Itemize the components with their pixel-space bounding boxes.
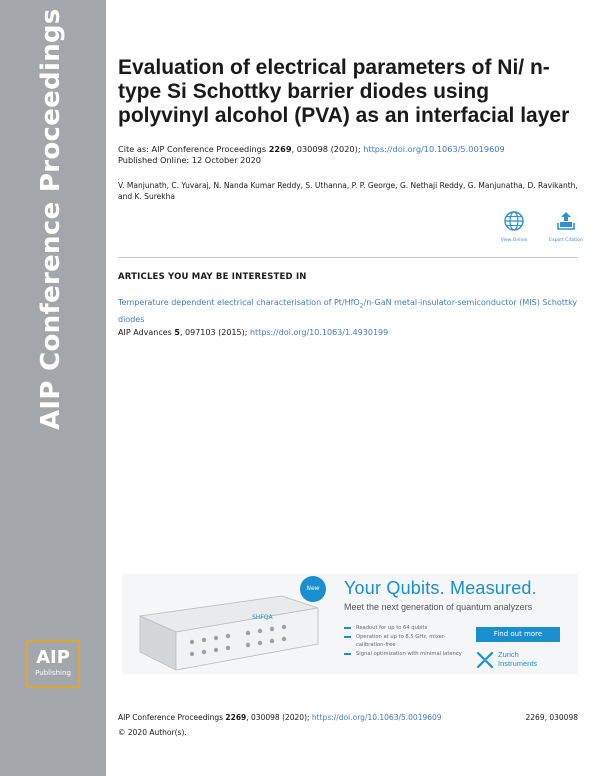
- citation-block: [118, 144, 578, 166]
- published-date: Published Online: 12 October 2020: [118, 155, 262, 165]
- copyright-notice: © 2020 Author(s).: [118, 728, 187, 737]
- brand-line-2: Instruments: [498, 659, 538, 668]
- related-article-title[interactable]: [118, 298, 577, 324]
- related-article-citation: [118, 326, 578, 339]
- logo-text: AIP: [36, 647, 70, 668]
- cite-suffix: , 030098 (2020);: [291, 144, 361, 154]
- ad-bullet: Readout for up to 64 qubits: [344, 624, 472, 632]
- cite-volume: 2269: [268, 144, 292, 154]
- related-title-part1: Temperature dependent electrical characterisation of Pt/HfO: [118, 298, 360, 307]
- view-online-label: View Online: [500, 238, 528, 243]
- cite-line: [118, 144, 578, 155]
- footer-citation: [118, 713, 442, 722]
- export-icon: [555, 210, 577, 232]
- related-suffix: , 097103 (2015);: [179, 327, 248, 337]
- ad-bullet: Signal optimization with minimal latency: [344, 650, 472, 658]
- ad-bullet-list: [344, 624, 472, 659]
- cite-prefix: Cite as: AIP Conference Proceedings: [118, 144, 267, 154]
- related-article: [118, 296, 578, 339]
- footer-cite-prefix: AIP Conference Proceedings: [118, 713, 224, 722]
- brand-name: [498, 650, 537, 668]
- paper-doi-link[interactable]: https://doi.org/10.1063/5.0019609: [363, 144, 505, 154]
- footer-doi-link[interactable]: https://doi.org/10.1063/5.0019609: [311, 713, 442, 722]
- globe-icon: [503, 210, 525, 232]
- advertisement-banner[interactable]: [122, 566, 578, 684]
- ad-bullet: Operation at up to 8.5 GHz, mixer-calibration-free: [344, 633, 472, 649]
- new-badge: New: [300, 576, 326, 602]
- paper-title: Evaluation of electrical parameters of Ni/ n-type Si Schottky barrier diodes using polyvinyl alcohol (PVA) as an interfacial layer: [118, 56, 570, 127]
- view-online-button[interactable]: [494, 210, 534, 243]
- export-citation-label: Export Citation: [549, 238, 583, 243]
- zurich-instruments-logo: [476, 650, 566, 670]
- logo-subtext: Publishing: [35, 669, 71, 677]
- journal-name: AIP Conference Proceedings: [36, 8, 66, 430]
- export-citation-button[interactable]: [546, 210, 586, 243]
- ad-subheadline: Meet the next generation of quantum analyzers: [344, 602, 533, 612]
- related-volume: 5: [174, 327, 180, 337]
- author-list: V. Manjunath, C. Yuvaraj, N. Nanda Kumar Reddy, S. Uthanna, P. P. George, G. Nethaji Reddy, G. Manjunatha, D. Ravikanth, and K. Surekha: [118, 181, 578, 201]
- instrument-image-icon: [132, 586, 322, 672]
- ad-headline: Your Qubits. Measured.: [344, 578, 537, 598]
- footer-cite-volume: 2269: [225, 713, 247, 722]
- brand-line-1: Zurich: [498, 650, 519, 659]
- aip-publishing-logo[interactable]: [26, 640, 80, 688]
- find-out-more-button[interactable]: Find out more: [476, 627, 560, 642]
- interested-heading: ARTICLES YOU MAY BE INTERESTED IN: [118, 272, 307, 282]
- related-title-subscript: 2: [359, 302, 364, 310]
- device-label: SHFQA: [252, 614, 273, 621]
- zurich-logo-icon: [476, 651, 494, 669]
- related-doi-link[interactable]: https://doi.org/10.1063/1.4930199: [249, 327, 389, 337]
- footer-page-id: 2269, 030098: [525, 713, 578, 722]
- journal-sidebar: [0, 0, 106, 776]
- related-title-part2: /n-GaN metal-insulator-semiconductor (MIS) Schottky diodes: [118, 298, 578, 324]
- related-journal: AIP Advances: [118, 327, 172, 337]
- section-divider: [118, 257, 578, 258]
- footer-cite-suffix: , 030098 (2020);: [246, 713, 310, 722]
